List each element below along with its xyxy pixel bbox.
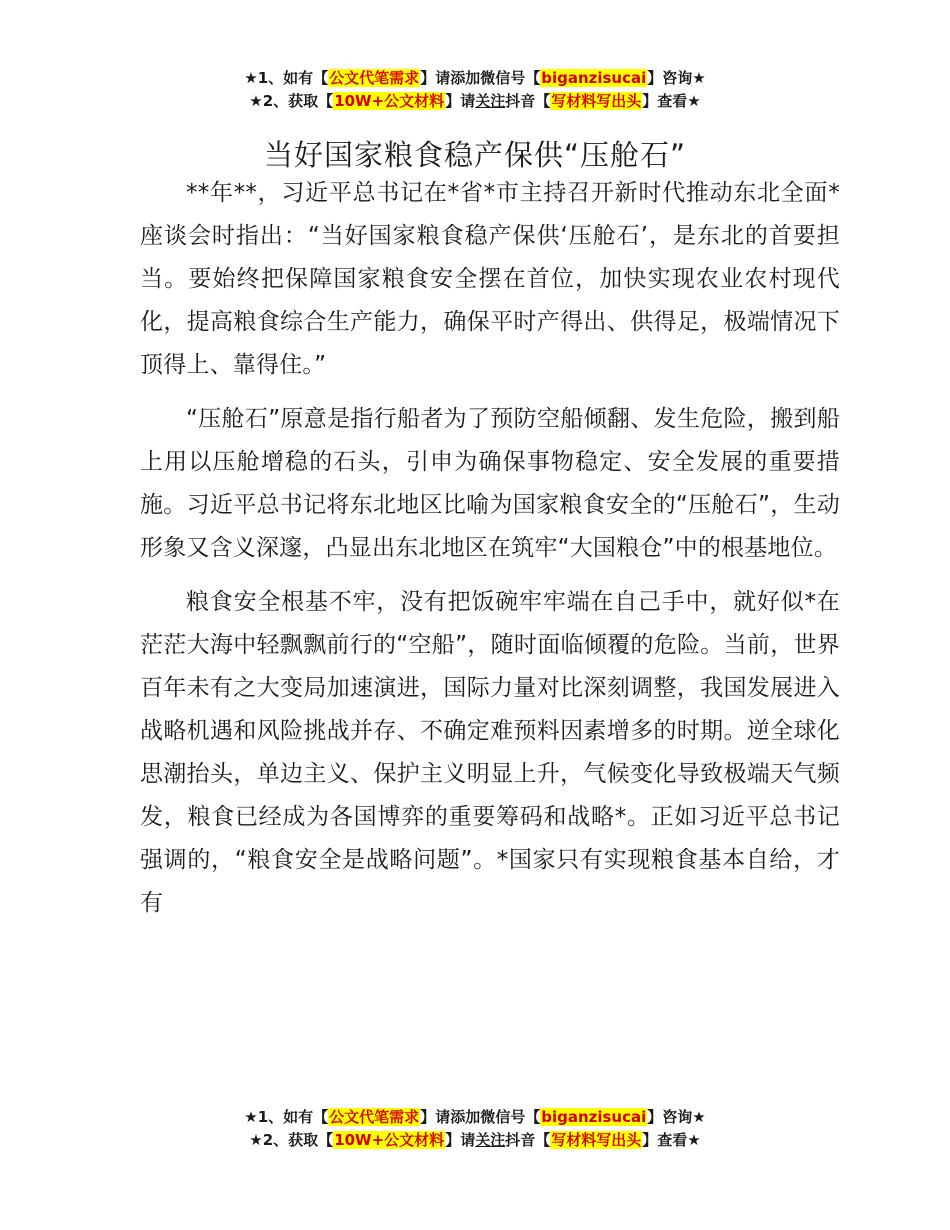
promo-line-2: ★2、获取【10W+公文材料】请关注抖音【写材料写出头】查看★ — [249, 92, 701, 110]
footer-promo-banner — [0, 1106, 950, 1152]
promo-highlight: 公文代笔需求 — [329, 69, 420, 87]
document-title: 当好国家粮食稳产保供“压舱石” — [263, 138, 687, 173]
wechat-id-highlight: biganzisucai — [541, 69, 647, 87]
promo-highlight: 10W+公文材料 — [334, 1131, 445, 1149]
body-paragraph: **年**，习近平总书记在*省*市主持召开新时代推动东北全面*座谈会时指出：“当好国家粮食稳产保供‘压舱石’，是东北的首要担当。要始终把保障国家粮食安全摆在首位，加快实现农业农村现代化，提高粮食综合生产能力，确保平时产得出、供得足，极端情况下顶得上、靠得住。” — [140, 180, 840, 378]
promo-line-2: ★2、获取【10W+公文材料】请关注抖音【写材料写出头】查看★ — [249, 1131, 701, 1149]
body-paragraph: “压舱石”原意是指行船者为了预防空船倾翻、发生危险，搬到船上用以压舱增稳的石头，引申为确保事物稳定、安全发展的重要措施。习近平总书记将东北地区比喻为国家粮食安全的“压舱石”，生动形象又含义深邃，凸显出东北地区在筑牢“大国粮仓”中的根基地位。 — [140, 406, 840, 561]
wechat-id-highlight: biganzisucai — [541, 1108, 647, 1126]
promo-highlight: 公文代笔需求 — [329, 1108, 420, 1126]
douyin-account-highlight: 写材料写出头 — [551, 92, 642, 110]
promo-line-1: ★1、如有【公文代笔需求】请添加微信号【biganzisucai】咨询★ — [244, 1108, 706, 1126]
promo-highlight: 10W+公文材料 — [334, 92, 445, 110]
douyin-account-highlight: 写材料写出头 — [551, 1131, 642, 1149]
body-paragraph: 粮食安全根基不牢，没有把饭碗牢牢端在自己手中，就好似*在茫茫大海中轻飘飘前行的“空船”，随时面临倾覆的危险。当前，世界百年未有之大变局加速演进，国际力量对比深刻调整，我国发展进入战略机遇和风险挑战并存、不确定难预料因素增多的时期。逆全球化思潮抬头，单边主义、保护主义明显上升，气候变化导致极端天气频发，粮食已经成为各国博弈的重要筹码和战略*。正如习近平总书记强调的，“粮食安全是战略问题”。*国家只有实现粮食基本自给，才有 — [140, 589, 840, 916]
follow-underlined: 关注 — [475, 1131, 506, 1149]
promo-line-1: ★1、如有【公文代笔需求】请添加微信号【biganzisucai】咨询★ — [244, 69, 706, 87]
document-body — [140, 172, 840, 936]
header-promo-banner — [0, 67, 950, 113]
follow-underlined: 关注 — [475, 92, 506, 110]
